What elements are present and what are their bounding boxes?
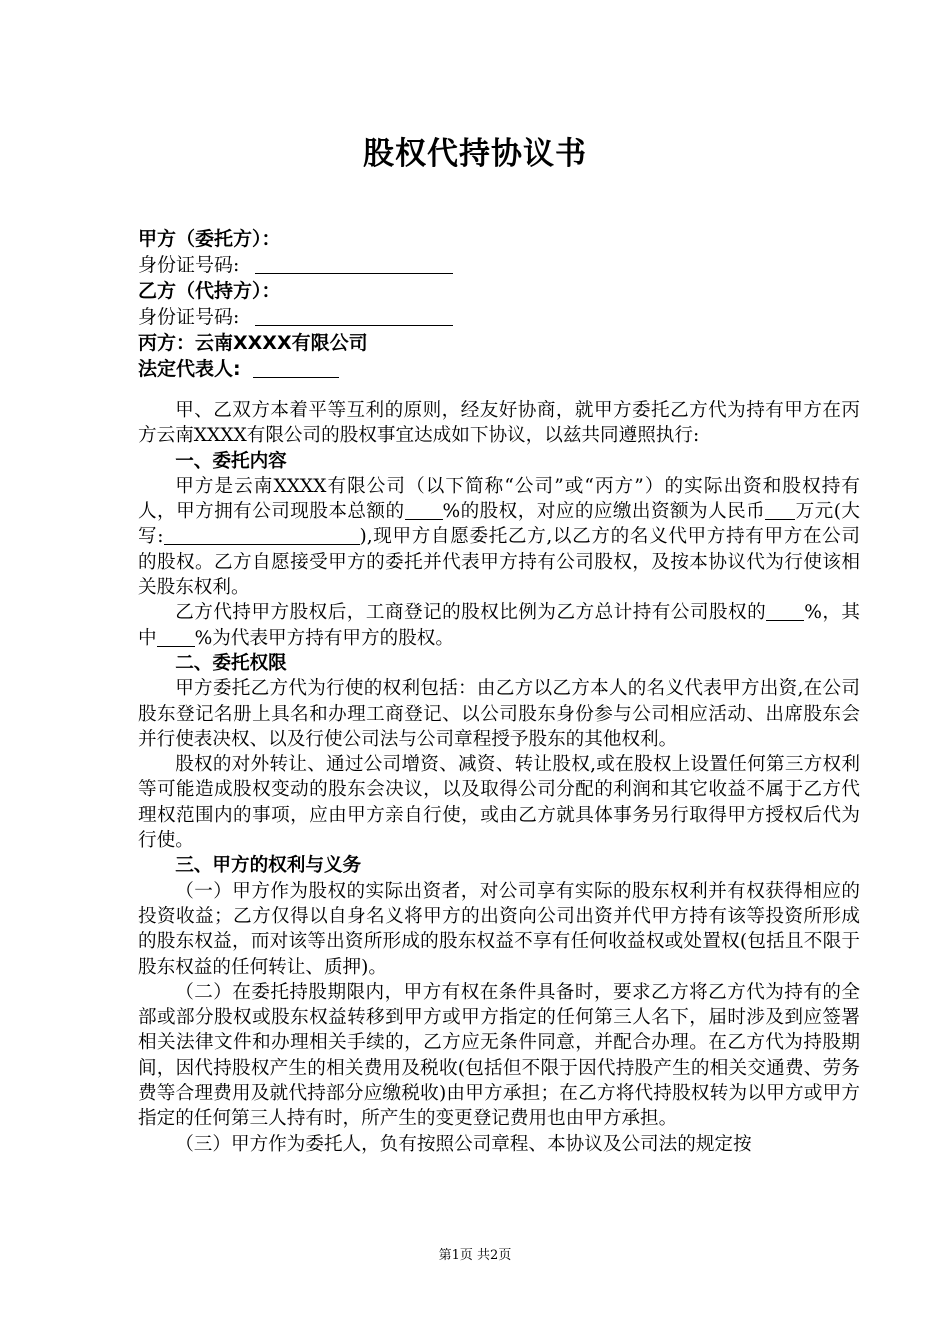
section-2-heading: 二、委托权限	[175, 652, 287, 674]
section-1-paragraph-1	[138, 474, 860, 600]
page-footer: 第1页 共2页	[438, 1248, 512, 1263]
section-2-paragraph-1: 甲方委托乙方代为行使的权利包括：由乙方以乙方本人的名义代表甲方出资,在公司股东登记名册上具名和办理工商登记、以公司股东身份参与公司相应活动、出席股东会并行使表决权、以及行使公司法与公司章程授予股东的其他权利。	[138, 678, 860, 750]
section-1-paragraph-2	[138, 600, 860, 651]
s1p1-text-c: 万元(大写:	[138, 501, 860, 548]
party-c-label: 丙方：云南XXXX有限公司	[138, 332, 368, 354]
party-b-id-label: 身份证号码:	[138, 306, 240, 328]
section-3-paragraph-1: （一）甲方作为股权的实际出资者，对公司享有实际的股东权利并有权获得相应的投资收益；乙方仅得以自身名义将甲方的出资向公司出资并代甲方持有该等投资所形成的股东权益，而对该等出资所形成的股东权益不享有任何收益权或处置权(包括且不限于股东权益的任何转让、质押)。	[138, 880, 860, 978]
total-percent-blank	[766, 602, 804, 621]
share-percent-blank	[405, 501, 443, 520]
section-3-paragraph-2: （二）在委托持股期限内，甲方有权在条件具备时，要求乙方将乙方代为持有的全部或部分股权或股东权益转移到甲方或甲方指定的任何第三人名下，届时涉及到应签署相关法律文件和办理相关手续的，乙方应无条件同意，并配合办理。在乙方代为持股期间，因代持股权产生的相关费用及税收(包括但不限于因代持股产生的相关交通费、劳务费等合理费用及就代持部分应缴税收)由甲方承担；在乙方将代持股权转为以甲方或甲方指定的任何第三人持有时，所产生的变更登记费用也由甲方承担。	[138, 981, 860, 1130]
party-a-id-row	[138, 252, 838, 278]
section-3-paragraph-3: （三）甲方作为委托人，负有按照公司章程、本协议及公司法的规定按	[175, 1133, 752, 1155]
party-b-label: 乙方（代持方）：	[138, 280, 281, 302]
party-b-id-blank	[255, 305, 453, 326]
party-b-id-row	[138, 304, 838, 330]
document-title: 股权代持协议书	[363, 136, 587, 172]
party-a-id-label: 身份证号码:	[138, 254, 240, 276]
s1p1-text-d: ),现甲方自愿委托乙方,以乙方的名义代甲方持有甲方在公司的股权。乙方自愿接受甲方的委托并代表甲方持有公司股权，及按本协议代为行使该相关股东权利。	[138, 526, 861, 599]
party-a-id-blank	[255, 253, 453, 274]
amount-blank	[765, 501, 795, 520]
parties-block	[138, 226, 838, 382]
section-3-heading: 三、甲方的权利与义务	[175, 855, 362, 877]
s1p2-text-c: %为代表甲方持有甲方的股权。	[194, 627, 454, 649]
legal-rep-blank	[253, 357, 339, 378]
proxy-percent-blank	[157, 628, 195, 647]
s1p2-text-a: 乙方代持甲方股权后，工商登记的股权比例为乙方总计持有公司股权的	[175, 602, 767, 624]
section-2-paragraph-2: 股权的对外转让、通过公司增资、减资、转让股权,或在股权上设置任何第三方权利等可能造成股权变动的股东会决议，以及取得公司分配的利润和其它收益不属于乙方代理权范围内的事项，应由甲方亲自行使，或由乙方就具体事务另行取得甲方授权后代为行使。	[138, 754, 860, 852]
legal-rep-row	[138, 356, 838, 382]
legal-rep-label: 法定代表人:	[138, 358, 241, 380]
agreement-body	[138, 398, 860, 1157]
s1p1-text-a: 甲方是云南XXXX有限公司（以下简称“公司”或“丙方”）的实际出资和股权持有人，甲方拥有公司现股本总额的	[138, 475, 860, 523]
s1p1-text-b: %的股权，对应的应缴出资额为人民币	[442, 501, 766, 523]
intro-paragraph: 甲、乙双方本着平等互利的原则，经友好协商，就甲方委托乙方代为持有甲方在丙方云南XXXX有限公司的股权事宜达成如下协议，以兹共同遵照执行:	[138, 400, 860, 447]
amount-words-blank	[164, 526, 360, 545]
party-a-label: 甲方（委托方）：	[138, 228, 281, 250]
s1p2-text-b: %，其中	[138, 602, 860, 649]
section-1-heading: 一、委托内容	[175, 450, 287, 472]
